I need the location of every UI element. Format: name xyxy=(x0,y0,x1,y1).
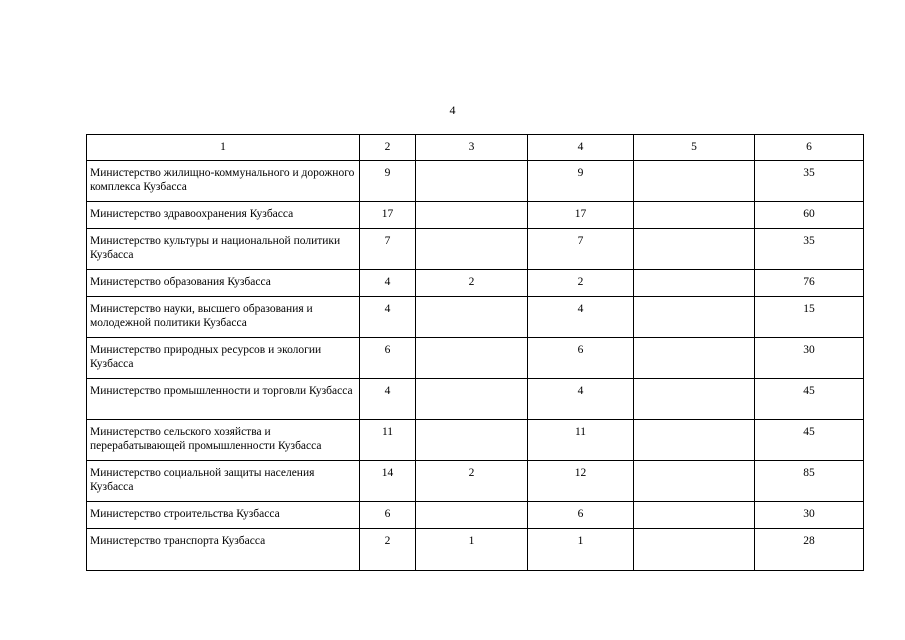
column-header: 5 xyxy=(634,135,755,161)
cell-col4: 6 xyxy=(528,338,634,379)
cell-col6: 76 xyxy=(755,270,864,297)
table-row xyxy=(87,202,864,229)
column-header: 3 xyxy=(416,135,528,161)
cell-col6: 45 xyxy=(755,420,864,461)
cell-col2: 9 xyxy=(360,161,416,202)
cell-col2: 4 xyxy=(360,297,416,338)
table-row xyxy=(87,461,864,502)
column-header: 4 xyxy=(528,135,634,161)
cell-col3 xyxy=(416,161,528,202)
cell-col4: 12 xyxy=(528,461,634,502)
cell-col3: 2 xyxy=(416,461,528,502)
table-row xyxy=(87,229,864,270)
cell-col4: 7 xyxy=(528,229,634,270)
column-header: 1 xyxy=(87,135,360,161)
cell-col6: 28 xyxy=(755,529,864,571)
cell-col3 xyxy=(416,502,528,529)
ministry-name: Министерство сельского хозяйства и перерабатывающей промышленности Кузбасса xyxy=(87,420,360,461)
ministry-name: Министерство социальной защиты населения Кузбасса xyxy=(87,461,360,502)
cell-col6: 35 xyxy=(755,161,864,202)
cell-col5 xyxy=(634,229,755,270)
cell-col3: 2 xyxy=(416,270,528,297)
table-row xyxy=(87,338,864,379)
ministry-name: Министерство жилищно-коммунального и дорожного комплекса Кузбасса xyxy=(87,161,360,202)
cell-col3 xyxy=(416,420,528,461)
cell-col4: 4 xyxy=(528,297,634,338)
table-row xyxy=(87,529,864,571)
table-row xyxy=(87,420,864,461)
cell-col5 xyxy=(634,529,755,571)
cell-col3 xyxy=(416,229,528,270)
cell-col5 xyxy=(634,270,755,297)
table-row xyxy=(87,161,864,202)
column-header: 6 xyxy=(755,135,864,161)
cell-col4: 6 xyxy=(528,502,634,529)
cell-col2: 4 xyxy=(360,270,416,297)
cell-col3 xyxy=(416,338,528,379)
cell-col5 xyxy=(634,297,755,338)
cell-col6: 30 xyxy=(755,338,864,379)
page-number: 4 xyxy=(449,103,456,117)
ministry-name: Министерство культуры и национальной политики Кузбасса xyxy=(87,229,360,270)
ministry-table xyxy=(86,134,864,571)
cell-col3: 1 xyxy=(416,529,528,571)
cell-col5 xyxy=(634,161,755,202)
cell-col2: 2 xyxy=(360,529,416,571)
cell-col3 xyxy=(416,202,528,229)
table-row xyxy=(87,502,864,529)
cell-col5 xyxy=(634,379,755,420)
cell-col3 xyxy=(416,379,528,420)
ministry-name: Министерство науки, высшего образования и молодежной политики Кузбасса xyxy=(87,297,360,338)
cell-col5 xyxy=(634,420,755,461)
table-header-row xyxy=(87,135,864,161)
table-row xyxy=(87,270,864,297)
cell-col6: 35 xyxy=(755,229,864,270)
cell-col6: 60 xyxy=(755,202,864,229)
cell-col5 xyxy=(634,338,755,379)
cell-col6: 45 xyxy=(755,379,864,420)
cell-col4: 4 xyxy=(528,379,634,420)
cell-col4: 2 xyxy=(528,270,634,297)
cell-col4: 11 xyxy=(528,420,634,461)
cell-col5 xyxy=(634,502,755,529)
cell-col6: 85 xyxy=(755,461,864,502)
cell-col5 xyxy=(634,461,755,502)
ministry-name: Министерство строительства Кузбасса xyxy=(87,502,360,529)
cell-col2: 17 xyxy=(360,202,416,229)
cell-col3 xyxy=(416,297,528,338)
table-row xyxy=(87,297,864,338)
cell-col4: 9 xyxy=(528,161,634,202)
ministry-name: Министерство здравоохранения Кузбасса xyxy=(87,202,360,229)
cell-col6: 30 xyxy=(755,502,864,529)
ministry-name: Министерство образования Кузбасса xyxy=(87,270,360,297)
cell-col5 xyxy=(634,202,755,229)
cell-col2: 6 xyxy=(360,338,416,379)
ministry-name: Министерство транспорта Кузбасса xyxy=(87,529,360,571)
ministry-name: Министерство промышленности и торговли Кузбасса xyxy=(87,379,360,420)
cell-col2: 11 xyxy=(360,420,416,461)
cell-col2: 14 xyxy=(360,461,416,502)
cell-col2: 4 xyxy=(360,379,416,420)
cell-col4: 1 xyxy=(528,529,634,571)
cell-col2: 6 xyxy=(360,502,416,529)
column-header: 2 xyxy=(360,135,416,161)
ministry-name: Министерство природных ресурсов и экологии Кузбасса xyxy=(87,338,360,379)
table-row xyxy=(87,379,864,420)
cell-col6: 15 xyxy=(755,297,864,338)
cell-col4: 17 xyxy=(528,202,634,229)
cell-col2: 7 xyxy=(360,229,416,270)
